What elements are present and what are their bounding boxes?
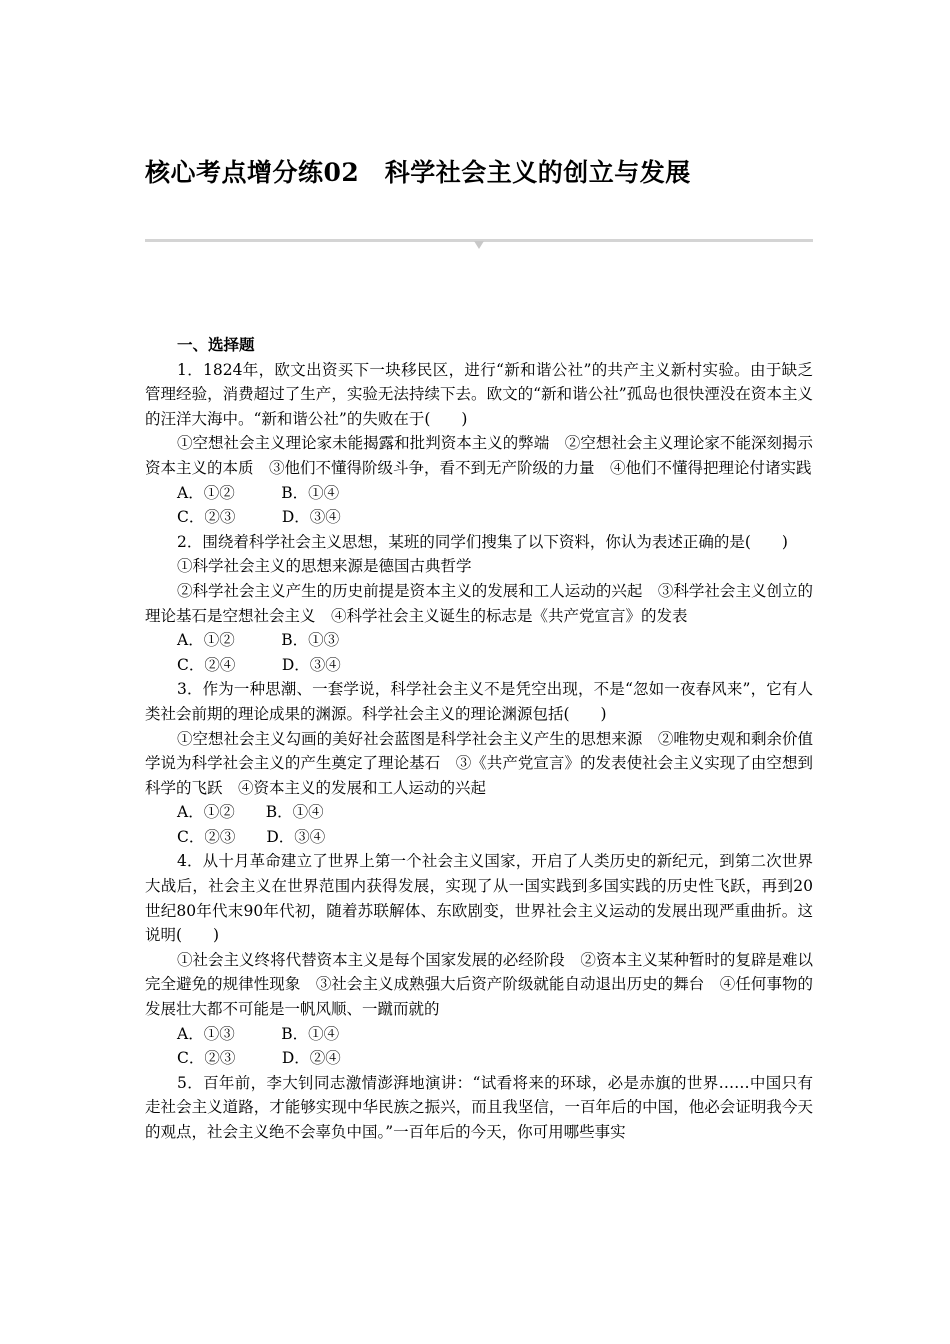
question-4-options-row1: A．①③ B．①④ — [177, 1024, 340, 1043]
question-2-options-row1: A．①② B．①③ — [177, 631, 340, 650]
question-1-options-row2: C．②③ D．③④ — [177, 508, 341, 527]
question-5-stem: 5．百年前，李大钊同志激情澎湃地演讲：“试看将来的环球，必是赤旗的世界……中国只有走社会主义道路，才能够实现中华民族之振兴，而且我坚信，一百年后的中国，他必会证明我今天的观点，社会主义绝不会辜负中国。”一百年后的今天，你可用哪些事实 — [145, 1073, 813, 1141]
question-2-statement-2: ②科学社会主义产生的历史前提是资本主义的发展和工人运动的兴起 ③科学社会主义创立的理论基石是空想社会主义 ④科学社会主义诞生的标志是《共产党宣言》的发表 — [145, 581, 813, 625]
question-1-stem: 1．1824年，欧文出资买下一块移民区，进行“新和谐公社”的共产主义新村实验。由于缺乏管理经验，消费超过了生产，实验无法持续下去。欧文的“新和谐公社”孤岛也很快湮没在资本主义的汪洋大海中。“新和谐公社”的失败在于( ) — [145, 360, 813, 428]
divider-arrow-icon — [474, 241, 484, 249]
section-heading: 一、选择题 — [177, 335, 255, 354]
question-4-stem: 4．从十月革命建立了世界上第一个社会主义国家，开启了人类历史的新纪元，到第二次世界大战后，社会主义在世界范围内获得发展，实现了从一国实践到多国实践的历史性飞跃，再到20世纪80年代末90年代初，随着苏联解体、东欧剧变，世界社会主义运动的发展出现严重曲折。这说明( ) — [145, 852, 813, 945]
question-4-options-row2: C．②③ D．②④ — [177, 1049, 341, 1068]
question-1-options-row1: A．①② B．①④ — [177, 483, 340, 502]
question-3-options-row1: A．①② B．①④ — [177, 803, 324, 822]
question-3-statements: ①空想社会主义勾画的美好社会蓝图是科学社会主义产生的思想来源 ②唯物史观和剩余价值学说为科学社会主义的产生奠定了理论基石 ③《共产党宣言》的发表使社会主义实现了由空想到科学的飞跃 ④资本主义的发展和工人运动的兴起 — [145, 729, 813, 797]
question-2-statement-1: ①科学社会主义的思想来源是德国古典哲学 — [177, 557, 472, 576]
question-content — [145, 333, 813, 1145]
question-1-statements: ①空想社会主义理论家未能揭露和批判资本主义的弊端 ②空想社会主义理论家不能深刻揭示资本主义的本质 ③他们不懂得阶级斗争，看不到无产阶级的力量 ④他们不懂得把理论付诸实践 — [145, 434, 813, 477]
question-2-options-row2: C．②④ D．③④ — [177, 655, 341, 674]
question-3-stem: 3．作为一种思潮、一套学说，科学社会主义不是凭空出现，不是“忽如一夜春风来”，它有人类社会前期的理论成果的渊源。科学社会主义的理论渊源包括( ) — [145, 680, 813, 723]
question-2-stem: 2．围绕着科学社会主义思想，某班的同学们搜集了以下资料，你认为表述正确的是( ) — [177, 532, 788, 551]
question-3-options-row2: C．②③ D．③④ — [177, 827, 326, 846]
question-4-statements: ①社会主义终将代替资本主义是每个国家发展的必经阶段 ②资本主义某种暂时的复辟是难以完全避免的规律性现象 ③社会主义成熟强大后资产阶级就能自动退出历史的舞台 ④任何事物的发展壮大都不可能是一帆风顺、一蹴而就的 — [145, 950, 813, 1019]
page-title: 核心考点增分练02 科学社会主义的创立与发展 — [145, 158, 691, 187]
